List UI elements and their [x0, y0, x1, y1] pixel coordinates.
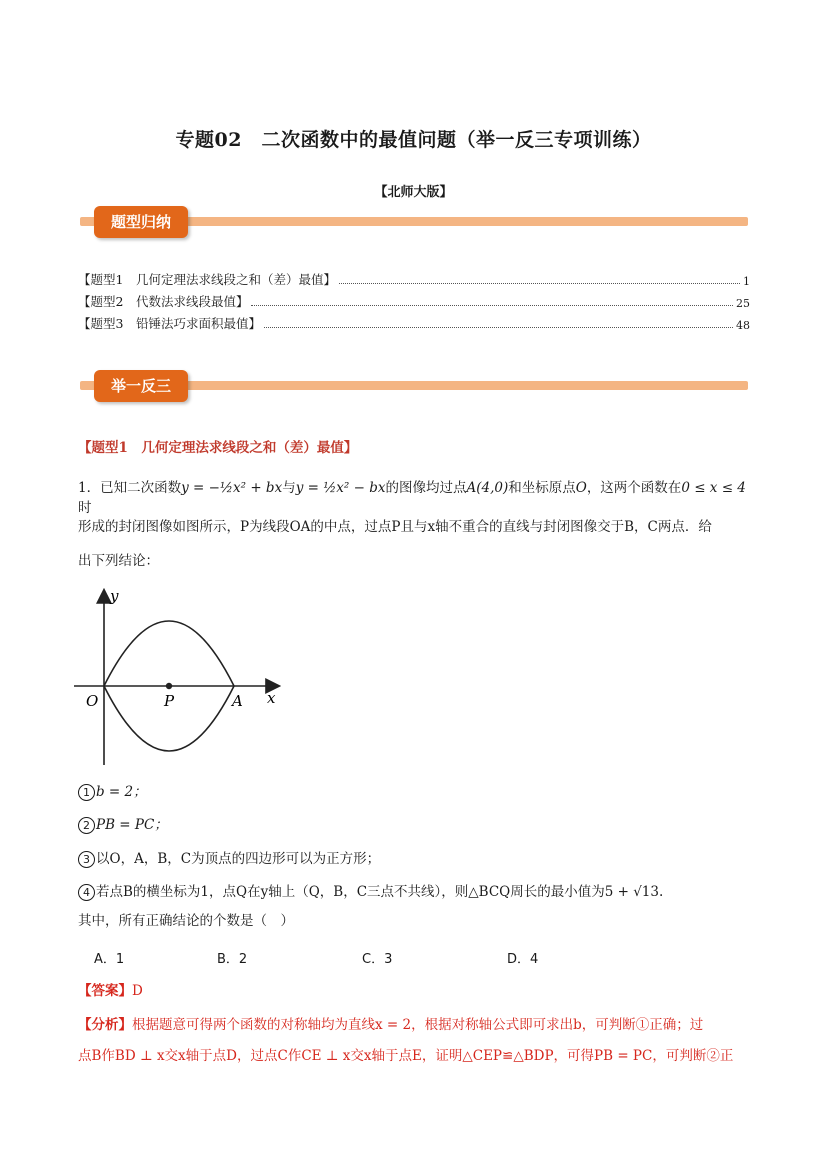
point-o: O [575, 480, 587, 496]
toc-label: 【题型3 铅锤法巧求面积最值】 [78, 316, 261, 331]
upper-parabola [104, 621, 234, 686]
banner-tab-topic-summary: 题型归纳 [94, 206, 188, 238]
answer-value: D [132, 983, 143, 999]
section-heading: 【题型1 几何定理法求线段之和（差）最值】 [78, 440, 358, 456]
question-line-1 [78, 478, 750, 518]
statement-4 [78, 882, 750, 902]
function-1: y = −½x² + bx [181, 480, 283, 496]
x-range: 0 ≤ x ≤ 4 [681, 480, 746, 496]
q-text: 和坐标原点 [508, 480, 576, 496]
function-2: y = ½x² − bx [295, 480, 386, 496]
answer-label: 【答案】 [78, 983, 132, 999]
toc-item-3[interactable] [78, 312, 750, 332]
toc-page: 1 [743, 275, 750, 288]
statement-number: 2 [78, 817, 95, 834]
x-axis-label: x [267, 689, 276, 707]
point-a: A(4,0) [466, 480, 509, 496]
toc-leader [339, 283, 740, 284]
option-c[interactable] [362, 948, 392, 967]
option-letter: C． [362, 952, 385, 967]
q-text: 时 [78, 500, 92, 516]
origin-label: O [86, 692, 99, 710]
y-axis-label: y [110, 587, 119, 605]
option-value: 2 [238, 952, 248, 967]
toc-item-2[interactable] [78, 290, 750, 310]
toc-page: 25 [736, 297, 750, 310]
statement-2 [78, 815, 750, 835]
toc-leader [251, 305, 733, 306]
option-b[interactable] [217, 948, 247, 967]
statement-number: 3 [78, 851, 95, 868]
question-line-2: 形成的封闭图像如图所示，P为线段OA的中点，过点P且与x轴不重合的直线与封闭图像交于B，C两点．给 [78, 519, 712, 535]
statement-number: 4 [78, 884, 95, 901]
analysis-label: 【分析】 [78, 1017, 132, 1033]
option-value: 1 [115, 952, 125, 967]
point-a-label: A [232, 692, 243, 710]
option-value: 3 [384, 952, 393, 967]
option-letter: B． [217, 952, 239, 967]
analysis-line-2: 点B作BD ⊥ x交x轴于点D，过点C作CE ⊥ x交x轴于点E，证明△CEP≌△BDP，可得PB = PC，可判断②正 [78, 1048, 734, 1064]
option-letter: A． [94, 952, 116, 967]
toc-item-1[interactable] [78, 268, 750, 288]
question-prompt: 其中，所有正确结论的个数是（ ） [78, 913, 294, 929]
answer-line [78, 981, 750, 1001]
function-graph-figure [70, 585, 290, 770]
q-text: 的图像均过点 [385, 480, 467, 496]
statement-text: PB = PC； [96, 817, 168, 833]
statement-1 [78, 782, 750, 802]
statement-3 [78, 849, 750, 869]
toc-label: 【题型2 代数法求线段最值】 [78, 294, 249, 309]
toc-label: 【题型1 几何定理法求线段之和（差）最值】 [78, 272, 336, 287]
toc-page: 48 [736, 319, 750, 332]
banner-tab-practice: 举一反三 [94, 370, 188, 402]
option-a[interactable] [94, 948, 124, 967]
q-text: 与 [282, 480, 296, 496]
statement-text: b = 2； [96, 784, 147, 800]
q-text: ，这两个函数在 [586, 480, 682, 496]
edition-label: 【北师大版】 [374, 185, 453, 200]
statement-text: 以O，A，B，C为顶点的四边形可以为正方形； [96, 851, 381, 867]
statement-number: 1 [78, 784, 95, 801]
option-value: 4 [530, 952, 539, 967]
point-p-label: P [164, 692, 175, 710]
toc-leader [264, 327, 733, 328]
point-p-dot [166, 683, 172, 689]
option-d[interactable] [507, 948, 538, 967]
analysis-text: 根据题意可得两个函数的对称轴均为直线x = 2，根据对称轴公式即可求出b，可判断①正确；过 [132, 1017, 704, 1033]
statement-text: 若点B的横坐标为1，点Q在y轴上（Q，B，C三点不共线），则△BCQ周长的最小值为5 + √13. [96, 884, 664, 900]
q-text: 1．已知二次函数 [78, 480, 182, 496]
question-line-3: 出下列结论： [78, 553, 159, 569]
analysis-line-1 [78, 1015, 750, 1035]
option-letter: D． [507, 952, 531, 967]
page-title: 专题02 二次函数中的最值问题（举一反三专项训练） [175, 129, 652, 151]
